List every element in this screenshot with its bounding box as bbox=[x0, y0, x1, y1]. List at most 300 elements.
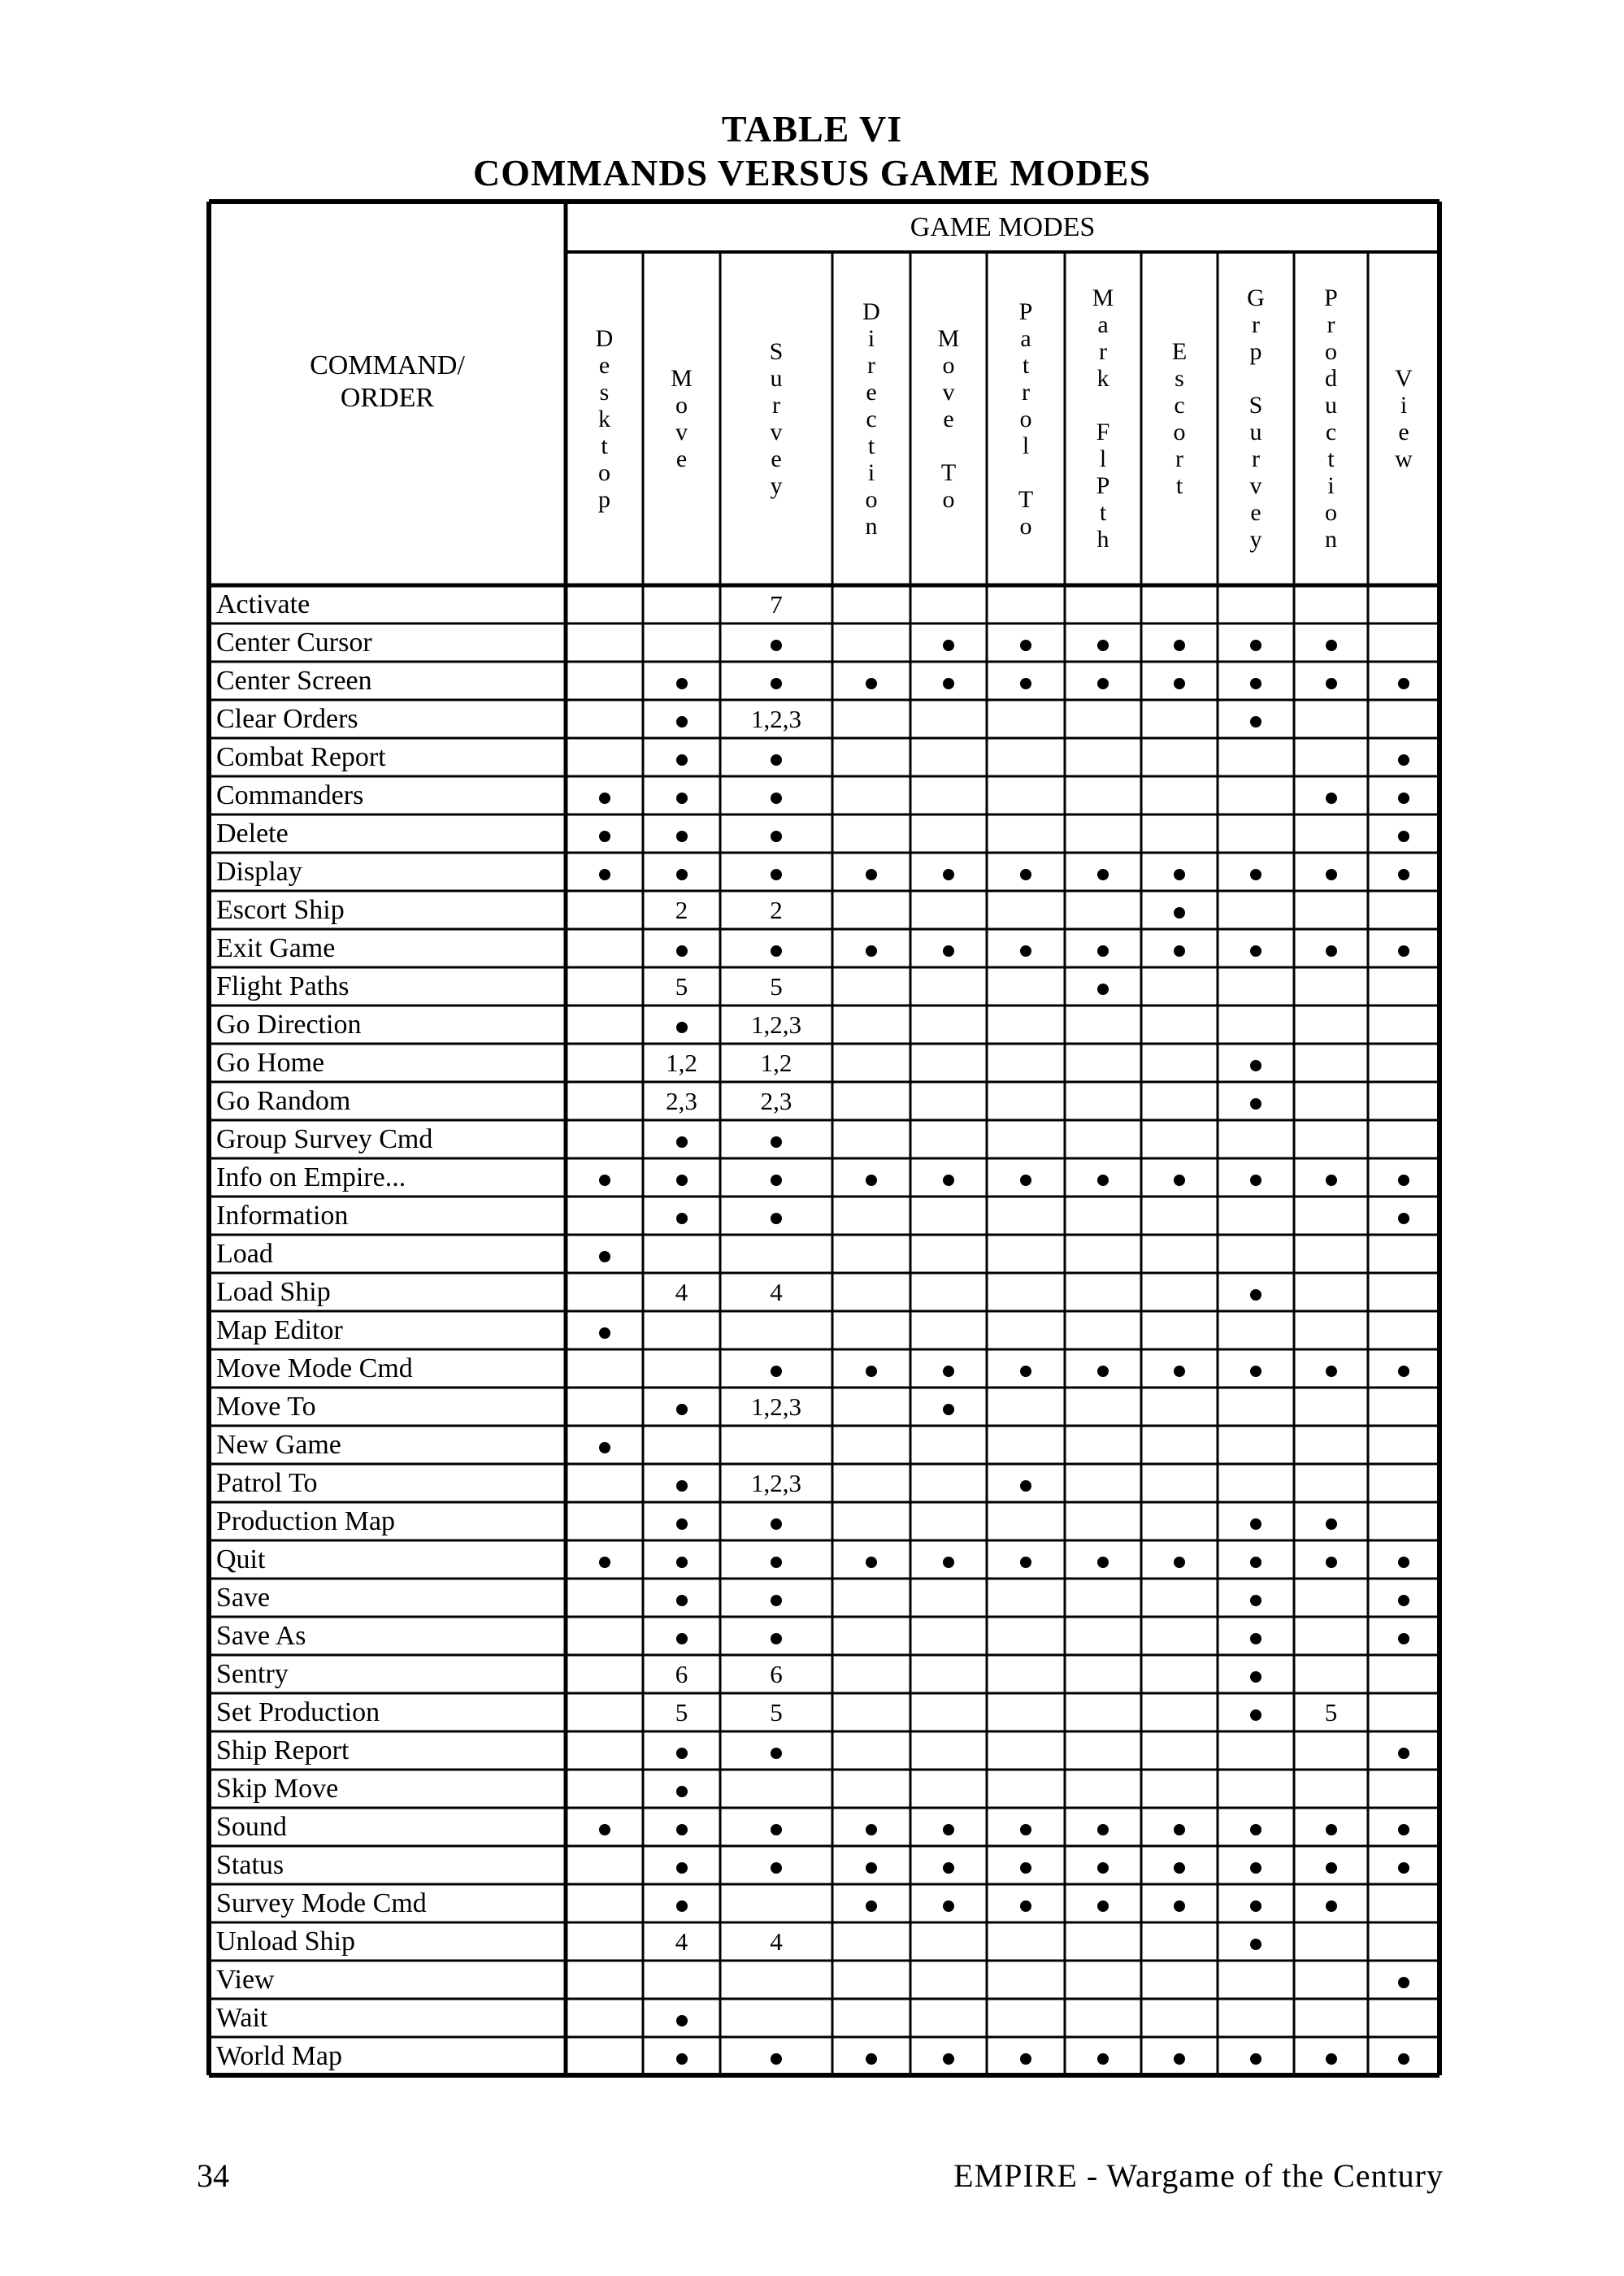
dot-icon bbox=[1020, 1557, 1031, 1568]
mode-letter: n bbox=[1325, 526, 1337, 553]
dot-icon bbox=[676, 945, 688, 957]
mode-letter: r bbox=[1252, 445, 1260, 472]
dot-icon bbox=[1326, 1824, 1337, 1835]
dot-mark bbox=[720, 2037, 832, 2075]
row-label: Display bbox=[216, 857, 302, 887]
mode-letter: k bbox=[598, 405, 610, 432]
row-label: Load bbox=[216, 1239, 273, 1269]
dot-icon bbox=[676, 754, 688, 766]
mode-header-production bbox=[1299, 284, 1364, 553]
cell-note: 6 bbox=[675, 1660, 688, 1688]
dot-mark bbox=[1218, 1922, 1294, 1961]
mode-letter: o bbox=[942, 351, 955, 379]
dot-icon bbox=[866, 1175, 877, 1186]
cell-note: 4 bbox=[770, 1278, 783, 1306]
dot-icon bbox=[1250, 1671, 1261, 1683]
dot-icon bbox=[1097, 1824, 1109, 1835]
dot-mark bbox=[643, 853, 720, 891]
dot-mark bbox=[1218, 1502, 1294, 1540]
row-label: Save As bbox=[216, 1621, 306, 1651]
dot-mark bbox=[720, 1120, 832, 1158]
dot-icon bbox=[1097, 1862, 1109, 1874]
dot-icon bbox=[599, 1442, 610, 1453]
mode-header-survey bbox=[744, 338, 809, 499]
cell-note: 2,3 bbox=[666, 1087, 697, 1115]
mode-letter: a bbox=[1097, 311, 1109, 338]
dot-mark bbox=[832, 1158, 910, 1197]
dot-icon bbox=[1326, 1557, 1337, 1568]
mode-letter bbox=[916, 432, 981, 459]
dot-mark bbox=[643, 1388, 720, 1426]
dot-mark bbox=[1218, 662, 1294, 700]
dot-mark bbox=[1065, 853, 1141, 891]
mode-letter: e bbox=[1250, 499, 1261, 526]
dot-icon bbox=[676, 1786, 688, 1797]
row-label: Status bbox=[216, 1850, 284, 1880]
dot-mark bbox=[643, 1770, 720, 1808]
dot-mark bbox=[910, 662, 987, 700]
mode-letter: e bbox=[943, 405, 954, 432]
mode-letter: i bbox=[1400, 392, 1408, 419]
mode-letter: T bbox=[1018, 485, 1034, 513]
mode-letter: P bbox=[1096, 472, 1110, 499]
dot-icon bbox=[1097, 869, 1109, 880]
dot-mark bbox=[987, 662, 1065, 700]
dot-icon bbox=[599, 793, 610, 804]
page-number: 34 bbox=[197, 2157, 229, 2194]
row-label: Center Screen bbox=[216, 666, 372, 696]
dot-icon bbox=[1326, 793, 1337, 804]
mode-letter: h bbox=[1096, 526, 1109, 553]
dot-icon bbox=[1250, 1366, 1261, 1377]
dot-mark bbox=[720, 1158, 832, 1197]
dot-mark bbox=[1065, 662, 1141, 700]
dot-icon bbox=[1097, 945, 1109, 957]
dot-icon bbox=[599, 1557, 610, 1568]
dot-mark bbox=[1218, 1349, 1294, 1388]
row-label: Exit Game bbox=[216, 933, 336, 963]
dot-icon bbox=[771, 1557, 782, 1568]
dot-mark bbox=[1294, 1158, 1368, 1197]
cell-note: 5 bbox=[1324, 1698, 1338, 1727]
dot-icon bbox=[1398, 1175, 1409, 1186]
dot-icon bbox=[1097, 2053, 1109, 2065]
dot-icon bbox=[599, 1327, 610, 1339]
mode-letter: o bbox=[675, 392, 688, 419]
dot-icon bbox=[676, 1136, 688, 1148]
mode-letter: i bbox=[1327, 472, 1335, 499]
dot-mark bbox=[1294, 623, 1368, 662]
dot-icon bbox=[1326, 869, 1337, 880]
dot-icon bbox=[1020, 1480, 1031, 1492]
dot-icon bbox=[1174, 2053, 1185, 2065]
row-label: Patrol To bbox=[216, 1468, 318, 1498]
dot-mark bbox=[987, 1884, 1065, 1922]
cell-note: 1,2,3 bbox=[751, 1469, 801, 1497]
dot-icon bbox=[1250, 678, 1261, 689]
mode-letter: r bbox=[867, 351, 875, 379]
row-label: Ship Report bbox=[216, 1735, 350, 1766]
row-label: Go Random bbox=[216, 1086, 351, 1116]
dot-icon bbox=[943, 1900, 954, 1912]
mode-letter bbox=[1223, 365, 1288, 392]
cell-note: 1,2 bbox=[666, 1049, 697, 1077]
dot-icon bbox=[1250, 1595, 1261, 1606]
command-header-line2: ORDER bbox=[340, 383, 435, 413]
dot-icon bbox=[1398, 1977, 1409, 1988]
row-label: Activate bbox=[216, 589, 310, 619]
dot-mark bbox=[910, 1158, 987, 1197]
dot-mark bbox=[643, 776, 720, 814]
dot-mark bbox=[910, 1846, 987, 1884]
mode-letter: P bbox=[1018, 298, 1033, 325]
dot-icon bbox=[676, 2053, 688, 2065]
dot-icon bbox=[943, 1366, 954, 1377]
dot-mark bbox=[1065, 967, 1141, 1006]
dot-mark bbox=[1065, 1846, 1141, 1884]
dot-icon bbox=[1250, 869, 1261, 880]
row-label: Delete bbox=[216, 819, 289, 849]
dot-mark bbox=[1218, 1158, 1294, 1197]
dot-icon bbox=[1326, 1862, 1337, 1874]
dot-icon bbox=[676, 1175, 688, 1186]
dot-icon bbox=[1326, 678, 1337, 689]
dot-mark bbox=[1368, 738, 1439, 776]
dot-icon bbox=[1398, 1633, 1409, 1644]
mode-letter: i bbox=[867, 458, 875, 486]
mode-header-move bbox=[649, 365, 714, 472]
mode-letter: n bbox=[865, 512, 878, 540]
dot-icon bbox=[599, 831, 610, 842]
dot-mark bbox=[1141, 891, 1218, 929]
mode-letter: M bbox=[1092, 284, 1114, 311]
mode-letter: D bbox=[595, 324, 614, 352]
mode-letter: o bbox=[865, 485, 878, 513]
footer-text: EMPIRE - Wargame of the Century bbox=[953, 2157, 1444, 2194]
dot-icon bbox=[1398, 1557, 1409, 1568]
dot-icon bbox=[676, 1862, 688, 1874]
dot-icon bbox=[1326, 1518, 1337, 1530]
dot-icon bbox=[1398, 1595, 1409, 1606]
dot-icon bbox=[1398, 831, 1409, 842]
mode-letter: c bbox=[1174, 392, 1185, 419]
dot-icon bbox=[771, 1862, 782, 1874]
mode-letter: e bbox=[771, 445, 782, 472]
mode-letter: o bbox=[1173, 419, 1186, 445]
dot-mark bbox=[1141, 2037, 1218, 2075]
dot-icon bbox=[1174, 640, 1185, 651]
dot-icon bbox=[1250, 1862, 1261, 1874]
mode-letter: u bbox=[1249, 419, 1262, 445]
dot-icon bbox=[599, 1251, 610, 1262]
dot-icon bbox=[676, 716, 688, 728]
mode-letter: l bbox=[1099, 445, 1107, 472]
mode-letter: e bbox=[866, 378, 877, 406]
dot-icon bbox=[1097, 1175, 1109, 1186]
dot-mark bbox=[832, 662, 910, 700]
dot-icon bbox=[1174, 869, 1185, 880]
cell-note: 7 bbox=[770, 590, 783, 619]
dot-mark bbox=[1218, 700, 1294, 738]
dot-mark bbox=[643, 1158, 720, 1197]
dot-icon bbox=[1398, 1862, 1409, 1874]
dot-icon bbox=[866, 2053, 877, 2065]
mode-letter: i bbox=[867, 324, 875, 352]
row-label: Sound bbox=[216, 1812, 287, 1842]
dot-mark bbox=[1065, 1158, 1141, 1197]
dot-mark bbox=[720, 1540, 832, 1579]
mode-letter: p bbox=[1249, 338, 1262, 365]
dot-mark bbox=[1065, 1349, 1141, 1388]
dot-mark bbox=[643, 1120, 720, 1158]
cell-note: 6 bbox=[770, 1660, 783, 1688]
dot-mark bbox=[832, 1884, 910, 1922]
mode-letter: F bbox=[1096, 419, 1110, 445]
dot-icon bbox=[1020, 678, 1031, 689]
dot-mark bbox=[1368, 2037, 1439, 2075]
dot-icon bbox=[1398, 1748, 1409, 1759]
dot-mark bbox=[720, 776, 832, 814]
cell-note: 5 bbox=[675, 1698, 688, 1727]
row-label: Map Editor bbox=[216, 1315, 343, 1345]
cell-note: 5 bbox=[675, 972, 688, 1001]
dot-icon bbox=[1020, 1366, 1031, 1377]
dot-icon bbox=[599, 1824, 610, 1835]
row-label: Production Map bbox=[216, 1506, 396, 1536]
mode-letter: u bbox=[770, 365, 783, 392]
dot-icon bbox=[1174, 1175, 1185, 1186]
dot-icon bbox=[1097, 678, 1109, 689]
dot-mark bbox=[1218, 1846, 1294, 1884]
dot-icon bbox=[1398, 678, 1409, 689]
dot-icon bbox=[1097, 1366, 1109, 1377]
dot-icon bbox=[1250, 1060, 1261, 1071]
row-label: Skip Move bbox=[216, 1774, 339, 1804]
dot-mark bbox=[720, 662, 832, 700]
dot-icon bbox=[676, 2015, 688, 2026]
dot-icon bbox=[866, 1557, 877, 1568]
dot-icon bbox=[1398, 2053, 1409, 2065]
dot-mark bbox=[720, 853, 832, 891]
dot-mark bbox=[643, 738, 720, 776]
dot-icon bbox=[1250, 716, 1261, 728]
dot-icon bbox=[943, 640, 954, 651]
dot-mark bbox=[566, 776, 643, 814]
row-label: Information bbox=[216, 1201, 349, 1231]
mode-letter: o bbox=[942, 485, 955, 513]
dot-mark bbox=[1141, 623, 1218, 662]
dot-icon bbox=[676, 1404, 688, 1415]
row-label: Unload Ship bbox=[216, 1926, 355, 1957]
dot-icon bbox=[1326, 1175, 1337, 1186]
dot-mark bbox=[643, 662, 720, 700]
dot-mark bbox=[1218, 1693, 1294, 1731]
row-label: Survey Mode Cmd bbox=[216, 1888, 427, 1918]
dot-icon bbox=[1398, 1366, 1409, 1377]
dot-icon bbox=[771, 2053, 782, 2065]
mode-letter: c bbox=[1325, 419, 1337, 445]
dot-mark bbox=[1141, 1884, 1218, 1922]
dot-mark bbox=[566, 1426, 643, 1464]
dot-mark bbox=[832, 1808, 910, 1846]
dot-mark bbox=[1218, 1884, 1294, 1922]
dot-mark bbox=[643, 1540, 720, 1579]
dot-mark bbox=[1368, 853, 1439, 891]
dot-mark bbox=[720, 929, 832, 967]
dot-icon bbox=[1250, 945, 1261, 957]
dot-icon bbox=[676, 1824, 688, 1835]
dot-icon bbox=[943, 1824, 954, 1835]
dot-mark bbox=[910, 1349, 987, 1388]
dot-mark bbox=[910, 853, 987, 891]
dot-mark bbox=[1218, 1579, 1294, 1617]
row-label: Move Mode Cmd bbox=[216, 1353, 413, 1383]
mode-letter: e bbox=[1398, 419, 1409, 445]
mode-letter: l bbox=[1022, 432, 1030, 459]
dot-mark bbox=[1218, 853, 1294, 891]
dot-icon bbox=[771, 640, 782, 651]
dot-mark bbox=[1294, 853, 1368, 891]
command-header-line1: COMMAND/ bbox=[310, 350, 465, 380]
dot-icon bbox=[771, 1595, 782, 1606]
dot-mark bbox=[1294, 1540, 1368, 1579]
mode-letter: G bbox=[1247, 284, 1265, 311]
dot-icon bbox=[943, 869, 954, 880]
row-label: Wait bbox=[216, 2003, 268, 2033]
dot-mark bbox=[1065, 1884, 1141, 1922]
dot-icon bbox=[1020, 869, 1031, 880]
dot-mark bbox=[566, 1235, 643, 1273]
dot-icon bbox=[1250, 1289, 1261, 1301]
dot-mark bbox=[566, 1311, 643, 1349]
dot-mark bbox=[832, 853, 910, 891]
mode-letter: o bbox=[1019, 405, 1032, 432]
row-label: New Game bbox=[216, 1430, 341, 1460]
dot-mark bbox=[643, 1884, 720, 1922]
dot-mark bbox=[643, 1999, 720, 2037]
dot-mark bbox=[1218, 1655, 1294, 1693]
dot-icon bbox=[771, 1366, 782, 1377]
cell-note: 1,2,3 bbox=[751, 1392, 801, 1421]
dot-mark bbox=[1294, 929, 1368, 967]
dot-mark bbox=[1065, 1540, 1141, 1579]
dot-mark bbox=[643, 1846, 720, 1884]
dot-mark bbox=[1368, 1731, 1439, 1770]
game-modes-header: GAME MODES bbox=[910, 212, 1096, 242]
row-label: Quit bbox=[216, 1544, 266, 1575]
dot-mark bbox=[1218, 623, 1294, 662]
dot-icon bbox=[676, 869, 688, 880]
dot-icon bbox=[1250, 640, 1261, 651]
dot-mark bbox=[643, 700, 720, 738]
dot-mark bbox=[1368, 776, 1439, 814]
dot-icon bbox=[943, 678, 954, 689]
dot-icon bbox=[866, 1900, 877, 1912]
dot-mark bbox=[1368, 1579, 1439, 1617]
dot-icon bbox=[1174, 678, 1185, 689]
dot-mark bbox=[1368, 814, 1439, 853]
dot-mark bbox=[643, 1579, 720, 1617]
dot-icon bbox=[676, 793, 688, 804]
dot-icon bbox=[771, 678, 782, 689]
dot-icon bbox=[943, 2053, 954, 2065]
dot-icon bbox=[771, 1213, 782, 1224]
dot-mark bbox=[1294, 1846, 1368, 1884]
dot-mark bbox=[566, 853, 643, 891]
row-label: Go Direction bbox=[216, 1010, 362, 1040]
dot-mark bbox=[720, 1617, 832, 1655]
dot-icon bbox=[1326, 640, 1337, 651]
dot-icon bbox=[1250, 1557, 1261, 1568]
dot-icon bbox=[1097, 1557, 1109, 1568]
dot-mark bbox=[1065, 929, 1141, 967]
dot-mark bbox=[643, 1502, 720, 1540]
row-label: World Map bbox=[216, 2041, 342, 2071]
row-label: Sentry bbox=[216, 1659, 289, 1689]
cell-note: 2 bbox=[675, 896, 688, 924]
mode-letter: r bbox=[1099, 338, 1107, 365]
mode-header-mark-flpth bbox=[1070, 284, 1135, 553]
dot-icon bbox=[676, 1480, 688, 1492]
dot-icon bbox=[771, 1633, 782, 1644]
dot-mark bbox=[910, 1540, 987, 1579]
dot-icon bbox=[1020, 640, 1031, 651]
dot-mark bbox=[987, 2037, 1065, 2075]
mode-letter: r bbox=[1175, 445, 1183, 472]
dot-mark bbox=[832, 2037, 910, 2075]
dot-icon bbox=[1326, 945, 1337, 957]
dot-mark bbox=[987, 853, 1065, 891]
cell-note: 1,2,3 bbox=[751, 1010, 801, 1039]
mode-letter: V bbox=[1395, 365, 1413, 392]
mode-letter: M bbox=[937, 324, 960, 352]
dot-mark bbox=[1218, 929, 1294, 967]
mode-header-patrol-to bbox=[993, 298, 1058, 540]
dot-icon bbox=[866, 678, 877, 689]
dot-mark bbox=[1294, 662, 1368, 700]
dot-mark bbox=[987, 1540, 1065, 1579]
mode-letter: v bbox=[675, 419, 688, 445]
dot-icon bbox=[1398, 1824, 1409, 1835]
row-label: Clear Orders bbox=[216, 704, 358, 734]
dot-mark bbox=[1294, 1502, 1368, 1540]
dot-icon bbox=[1250, 1900, 1261, 1912]
dot-mark bbox=[643, 1808, 720, 1846]
dot-mark bbox=[1218, 1044, 1294, 1082]
row-label: Set Production bbox=[216, 1697, 380, 1727]
mode-letter: e bbox=[675, 445, 688, 472]
mode-letter bbox=[1070, 392, 1135, 419]
mode-letter: c bbox=[866, 405, 877, 432]
mode-letter: s bbox=[599, 378, 610, 406]
mode-letter: r bbox=[1022, 378, 1030, 406]
cell-note: 4 bbox=[770, 1927, 783, 1956]
dot-mark bbox=[1294, 1349, 1368, 1388]
mode-letter: t bbox=[1327, 445, 1335, 472]
dot-mark bbox=[1368, 929, 1439, 967]
dot-mark bbox=[1065, 623, 1141, 662]
dot-icon bbox=[1174, 1862, 1185, 1874]
dot-icon bbox=[771, 1824, 782, 1835]
row-label: Info on Empire... bbox=[216, 1162, 406, 1192]
dot-icon bbox=[1250, 2053, 1261, 2065]
dot-mark bbox=[720, 738, 832, 776]
dot-mark bbox=[1294, 1884, 1368, 1922]
mode-letter: v bbox=[1249, 472, 1262, 499]
dot-mark bbox=[1218, 2037, 1294, 2075]
dot-icon bbox=[771, 1518, 782, 1530]
dot-mark bbox=[1368, 1961, 1439, 1999]
